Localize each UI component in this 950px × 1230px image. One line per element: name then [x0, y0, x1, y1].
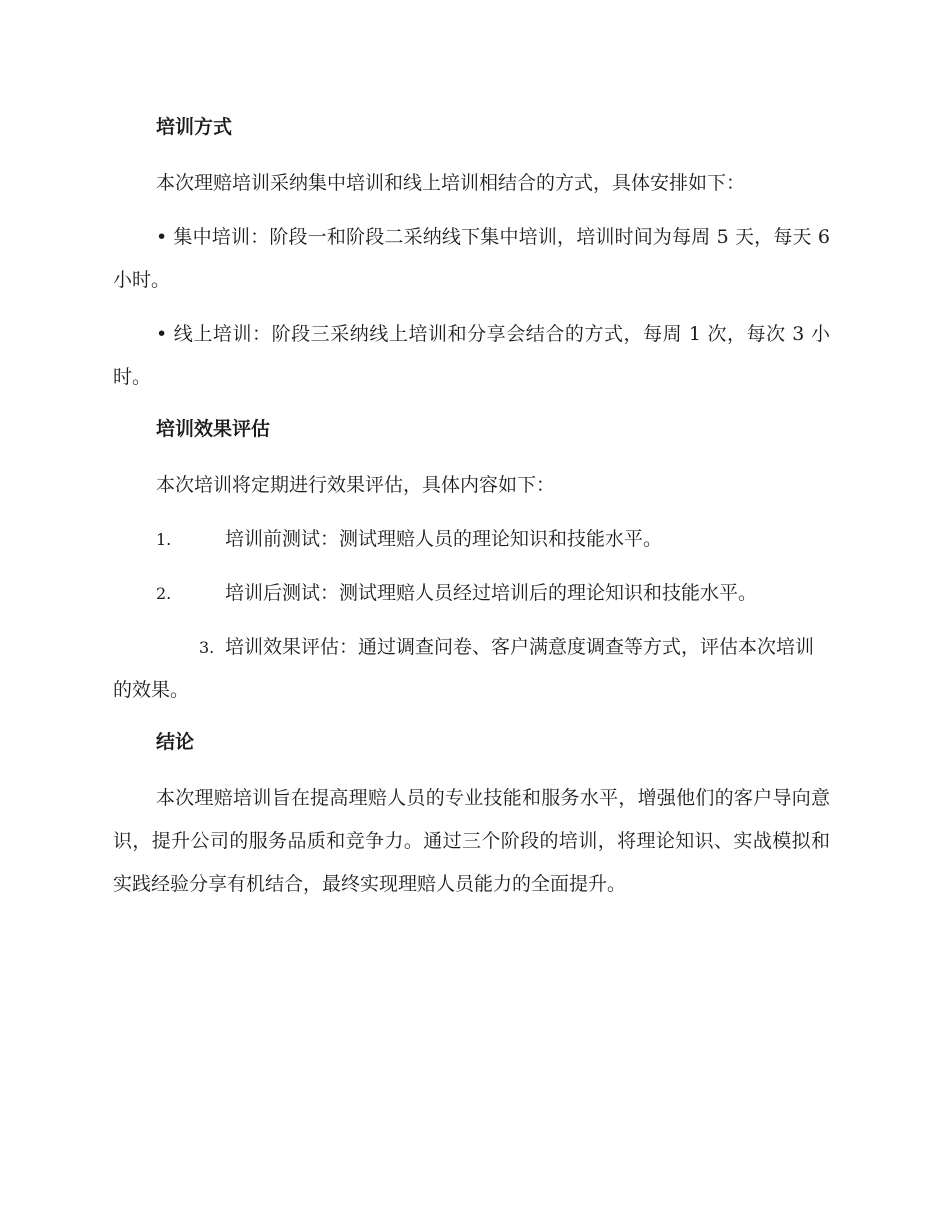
item-text: 培训效果评估：通过调查问卷、客户满意度调查等方式，评估本次培训的效果。 — [113, 636, 815, 701]
bullet-centralized-training: • 集中培训：阶段一和阶段二采纳线下集中培训，培训时间为每周 5 天，每天 6 小时。 — [113, 226, 830, 291]
item-number: 3. — [199, 638, 215, 657]
item-number: 2. — [156, 584, 172, 603]
paragraph-evaluation-intro: 本次培训将定期进行效果评估，具体内容如下： — [156, 474, 556, 496]
numbered-item-1 — [113, 518, 830, 561]
heading-training-method: 培训方式 — [156, 116, 233, 138]
numbered-item-3 — [113, 626, 830, 712]
paragraph-method-intro: 本次理赔培训采纳集中培训和线上培训相结合的方式，具体安排如下： — [156, 172, 746, 194]
bullet-online-training: • 线上培训：阶段三采纳线上培训和分享会结合的方式，每周 1 次，每次 3 小时。 — [113, 323, 830, 388]
item-text: 培训后测试：测试理赔人员经过培训后的理论知识和技能水平。 — [225, 582, 758, 604]
heading-conclusion: 结论 — [156, 731, 195, 753]
item-text: 培训前测试：测试理赔人员的理论知识和技能水平。 — [225, 528, 663, 550]
numbered-item-2 — [113, 572, 830, 615]
heading-training-evaluation: 培训效果评估 — [156, 418, 271, 440]
paragraph-conclusion: 本次理赔培训旨在提高理赔人员的专业技能和服务水平，增强他们的客户导向意识，提升公司的服务品质和竞争力。通过三个阶段的培训，将理论知识、实战模拟和实践经验分享有机结合，最终实现理赔人员能力的全面提升。 — [113, 787, 830, 895]
item-number: 1. — [156, 530, 172, 549]
